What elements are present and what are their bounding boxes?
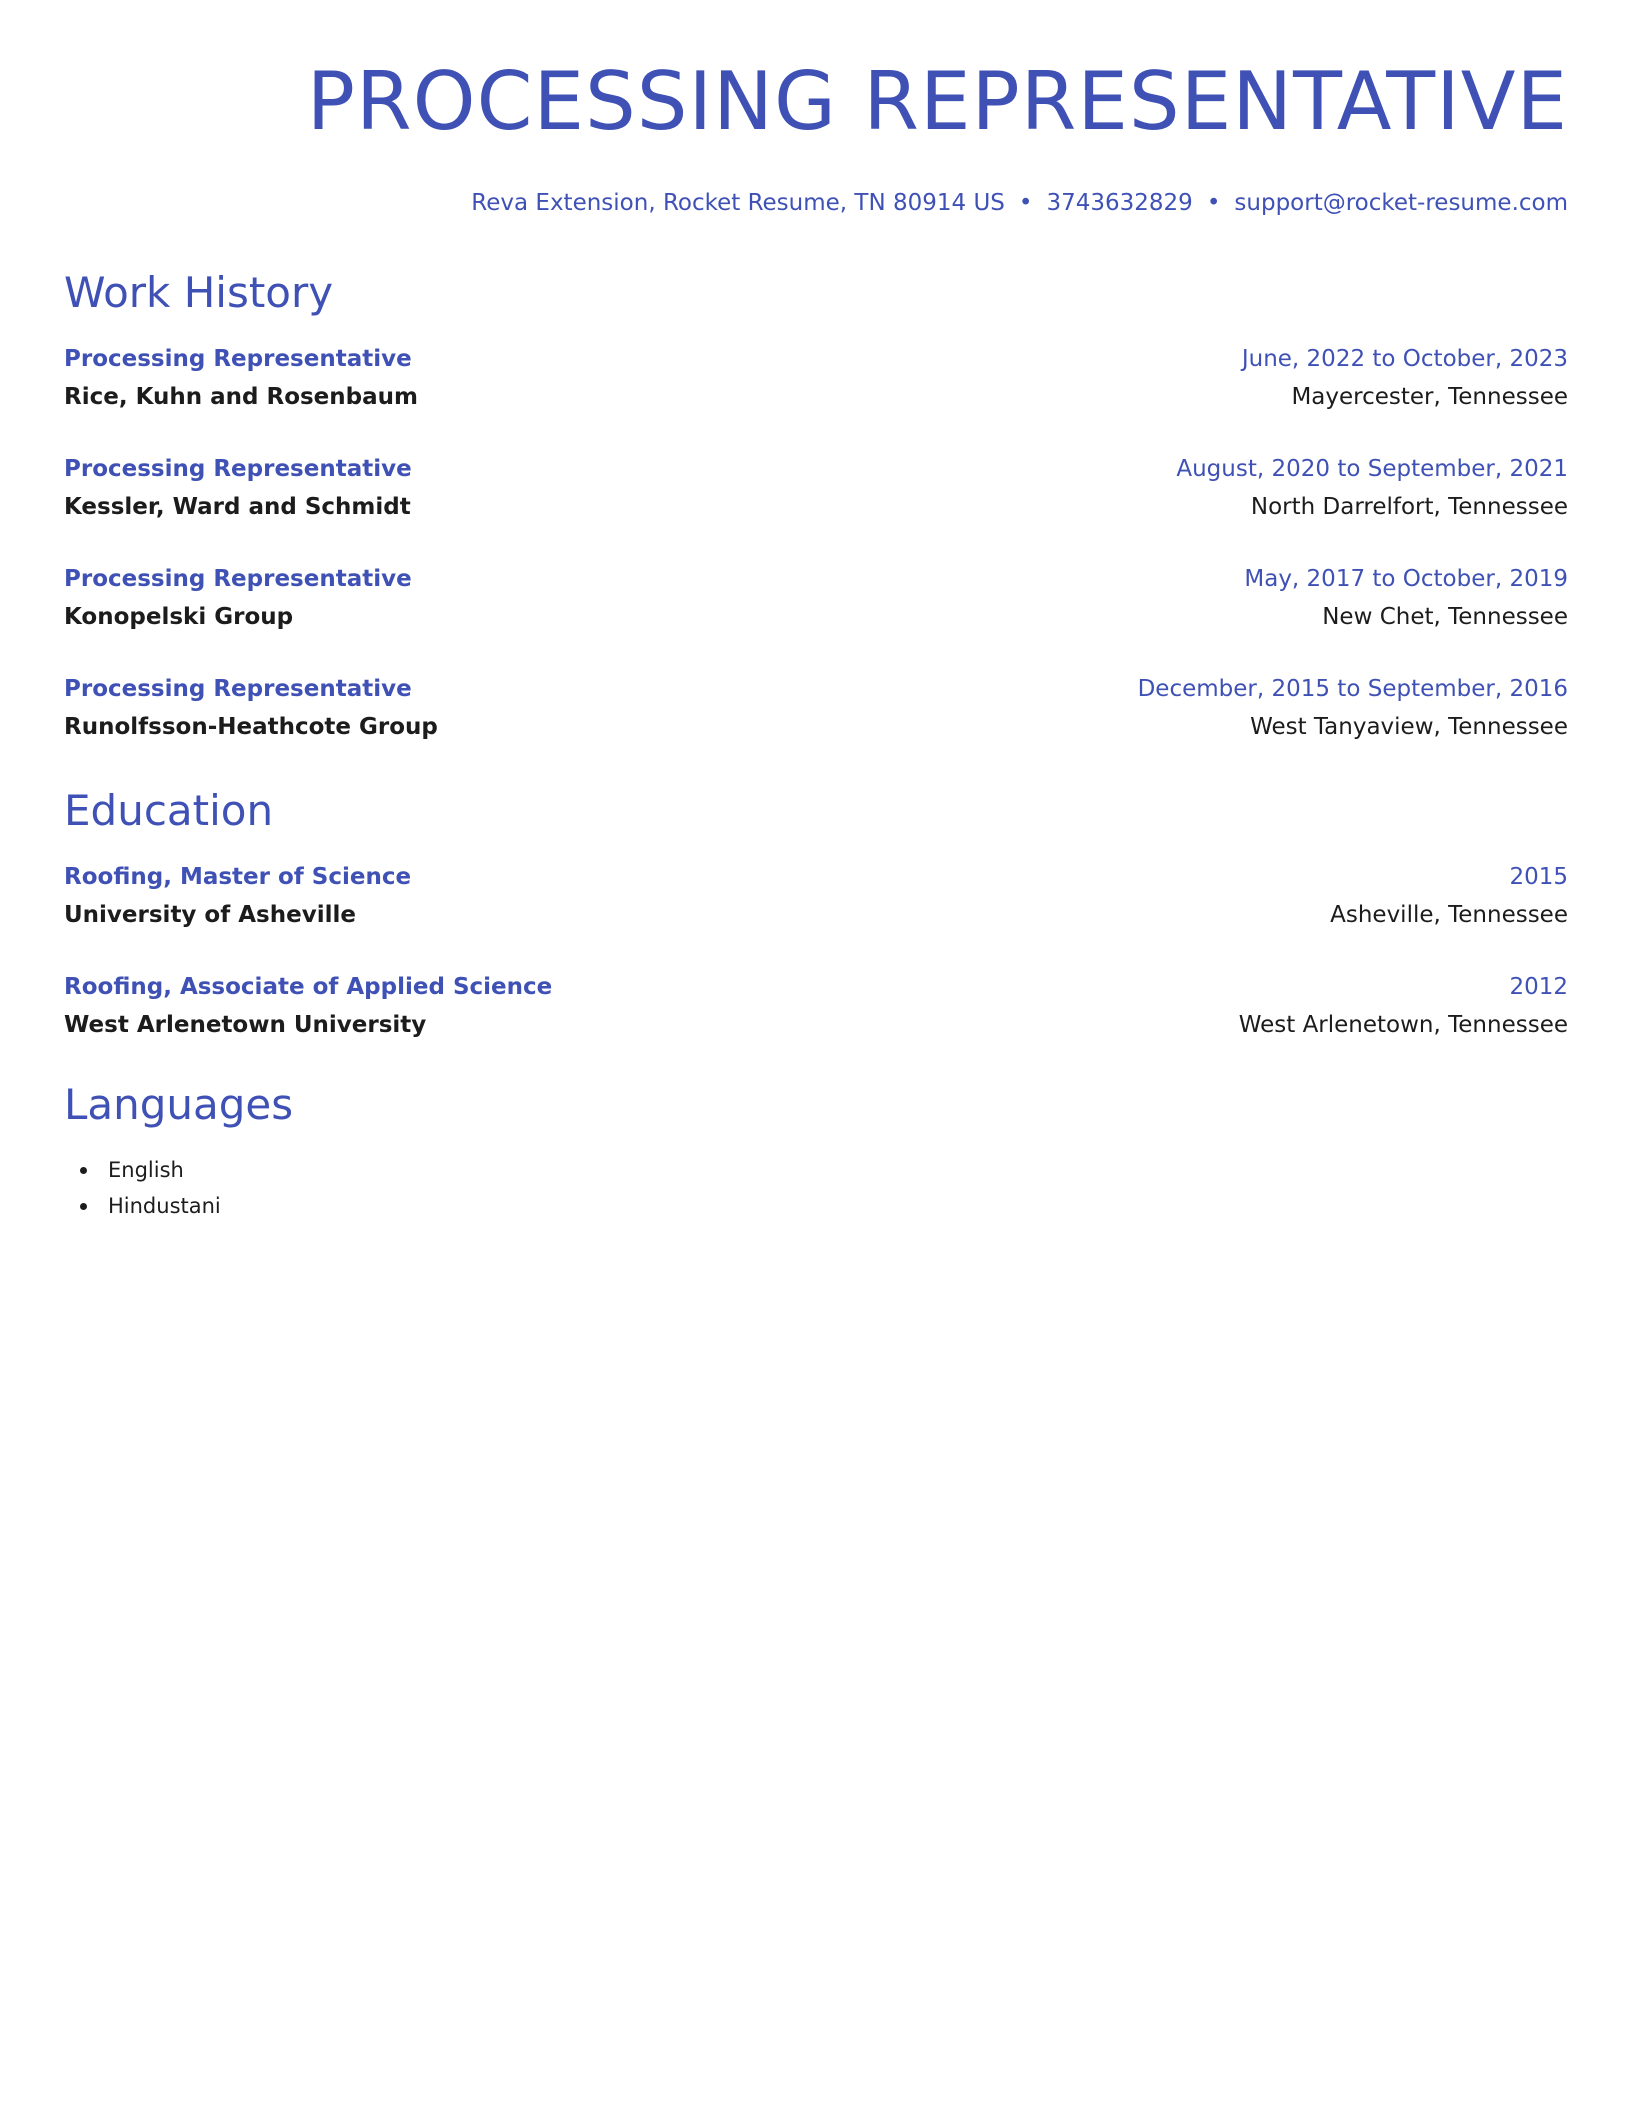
language-name: Hindustani — [108, 1194, 221, 1218]
school-location: Asheville, Tennessee — [1330, 902, 1568, 928]
education-entry — [64, 858, 1568, 934]
company-name: Kessler, Ward and Schmidt — [64, 494, 411, 520]
language-name: English — [108, 1158, 184, 1182]
job-dates: June, 2022 to October, 2023 — [1241, 346, 1568, 372]
company-name: Runolfsson-Heathcote Group — [64, 714, 438, 740]
graduation-year: 2012 — [1509, 974, 1568, 1000]
school-location: West Arlenetown, Tennessee — [1238, 1012, 1568, 1038]
resume-page — [64, 0, 1568, 1224]
contact-line — [64, 188, 1568, 218]
bullet-icon — [80, 1167, 87, 1174]
job-location: Mayercester, Tennessee — [1291, 384, 1568, 410]
list-item — [64, 1152, 1568, 1188]
contact-phone: 3743632829 — [1046, 190, 1193, 216]
work-history-heading: Work History — [64, 268, 334, 317]
work-entry — [64, 560, 1568, 636]
job-title: Processing Representative — [64, 346, 412, 372]
job-dates: December, 2015 to September, 2016 — [1137, 676, 1568, 702]
education-entry — [64, 968, 1568, 1044]
contact-email: support@rocket-resume.com — [1234, 190, 1568, 216]
candidate-name: PROCESSING REPRESENTATIVE — [306, 55, 1568, 148]
school-name: West Arlenetown University — [64, 1012, 427, 1038]
contact-separator: • — [1018, 190, 1033, 216]
contact-address: Reva Extension, Rocket Resume, TN 80914 US — [471, 190, 1005, 216]
job-location: North Darrelfort, Tennessee — [1250, 494, 1568, 520]
work-entry — [64, 670, 1568, 746]
job-title: Processing Representative — [64, 566, 412, 592]
company-name: Konopelski Group — [64, 604, 294, 630]
school-name: University of Asheville — [64, 902, 356, 928]
work-entry — [64, 340, 1568, 416]
work-entry — [64, 450, 1568, 526]
degree-title: Roofing, Master of Science — [64, 864, 412, 890]
job-location: West Tanyaview, Tennessee — [1250, 714, 1568, 740]
education-heading: Education — [64, 786, 274, 835]
company-name: Rice, Kuhn and Rosenbaum — [64, 384, 418, 410]
job-location: New Chet, Tennessee — [1322, 604, 1568, 630]
job-title: Processing Representative — [64, 676, 412, 702]
bullet-icon — [80, 1203, 87, 1210]
list-item — [64, 1188, 1568, 1224]
job-title: Processing Representative — [64, 456, 412, 482]
resume-header — [64, 0, 1568, 218]
job-dates: May, 2017 to October, 2019 — [1244, 566, 1568, 592]
contact-separator: • — [1206, 190, 1221, 216]
languages-heading: Languages — [64, 1080, 294, 1129]
degree-title: Roofing, Associate of Applied Science — [64, 974, 553, 1000]
languages-list — [64, 1152, 1568, 1224]
graduation-year: 2015 — [1509, 864, 1568, 890]
job-dates: August, 2020 to September, 2021 — [1176, 456, 1568, 482]
